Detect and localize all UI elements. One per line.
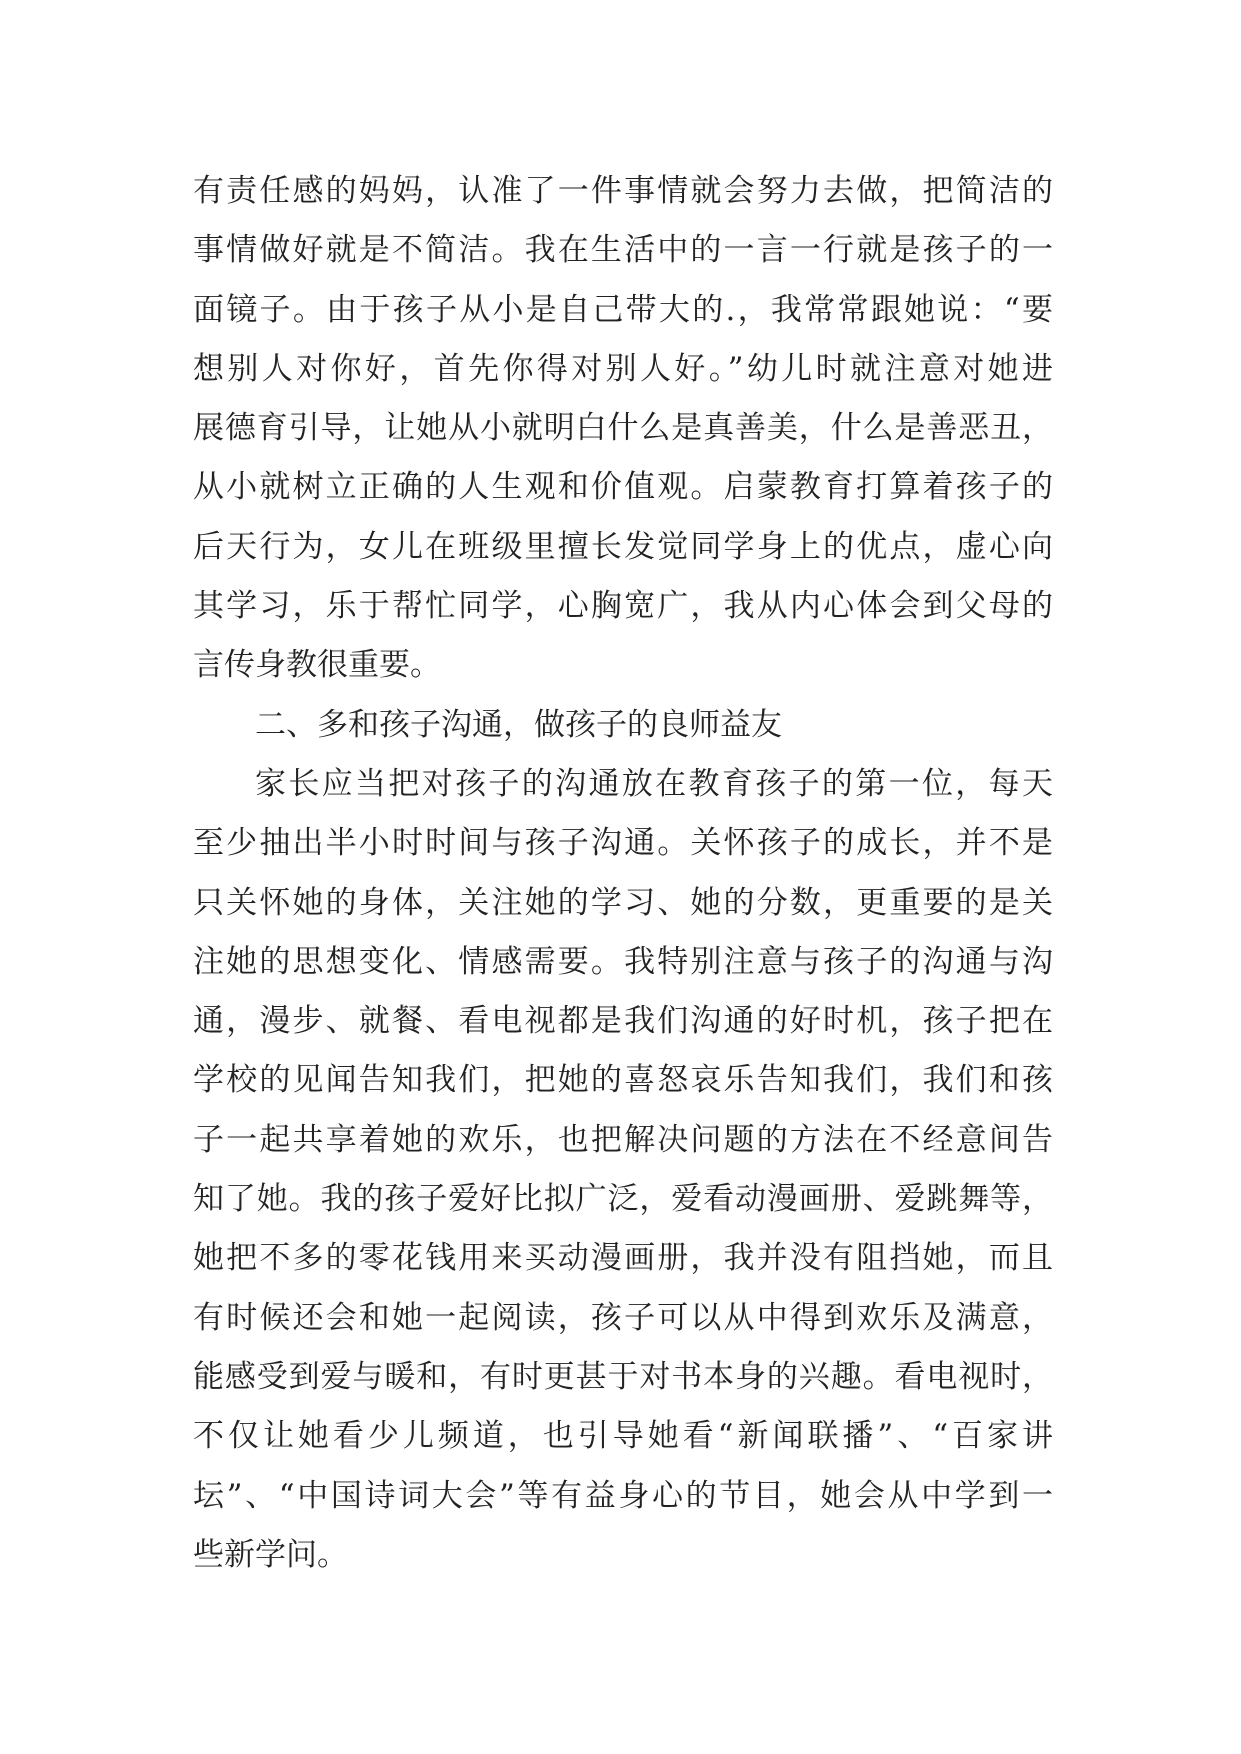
section-heading: 二、多和孩子沟通，做孩子的良师益友 [255,706,782,743]
text-line: 从小就树立正确的人生观和价值观。启蒙教育打算着孩子的 [193,469,1053,506]
text-line: 通，漫步、就餐、看电视都是我们沟通的好时机，孩子把在 [193,1003,1053,1040]
text-line: 面镜子。由于孩子从小是自己带大的.，我常常跟她说：“要 [193,291,1053,328]
text-line: 她把不多的零花钱用来买动漫画册，我并没有阻挡她，而且 [193,1240,1053,1277]
text-line: 想别人对你好，首先你得对别人好。”幼儿时就注意对她进 [193,350,1053,387]
text-line: 些新学问。 [193,1536,348,1573]
text-line: 坛”、“中国诗词大会”等有益身心的节目，她会从中学到一 [193,1477,1053,1514]
text-line: 有时候还会和她一起阅读，孩子可以从中得到欢乐及满意， [193,1299,1053,1336]
text-line: 只关怀她的身体，关注她的学习、她的分数，更重要的是关 [193,884,1053,921]
text-line: 子一起共享着她的欢乐，也把解决问题的方法在不经意间告 [193,1121,1053,1158]
body-text [193,162,1053,1585]
text-line: 言传身教很重要。 [193,647,441,684]
text-line: 知了她。我的孩子爱好比拟广泛，爱看动漫画册、爱跳舞等， [193,1181,1053,1218]
text-line: 事情做好就是不简洁。我在生活中的一言一行就是孩子的一 [193,232,1053,269]
text-line: 展德育引导，让她从小就明白什么是真善美，什么是善恶丑， [193,410,1053,447]
text-line: 有责任感的妈妈，认准了一件事情就会努力去做，把简洁的 [193,173,1053,209]
text-line: 其学习，乐于帮忙同学，心胸宽广，我从内心体会到父母的 [193,588,1053,625]
text-line: 后天行为，女儿在班级里擅长发觉同学身上的优点，虚心向 [193,528,1053,565]
text-line: 不仅让她看少儿频道，也引导她看“新闻联播”、“百家讲 [193,1418,1053,1455]
text-line: 注她的思想变化、情感需要。我特别注意与孩子的沟通与沟 [193,943,1053,980]
text-line: 家长应当把对孩子的沟通放在教育孩子的第一位，每天 [255,765,1053,802]
text-line: 至少抽出半小时时间与孩子沟通。关怀孩子的成长，并不是 [193,825,1053,862]
text-line: 能感受到爱与暖和，有时更甚于对书本身的兴趣。看电视时， [193,1358,1053,1395]
text-line: 学校的见闻告知我们，把她的喜怒哀乐告知我们，我们和孩 [193,1062,1053,1099]
